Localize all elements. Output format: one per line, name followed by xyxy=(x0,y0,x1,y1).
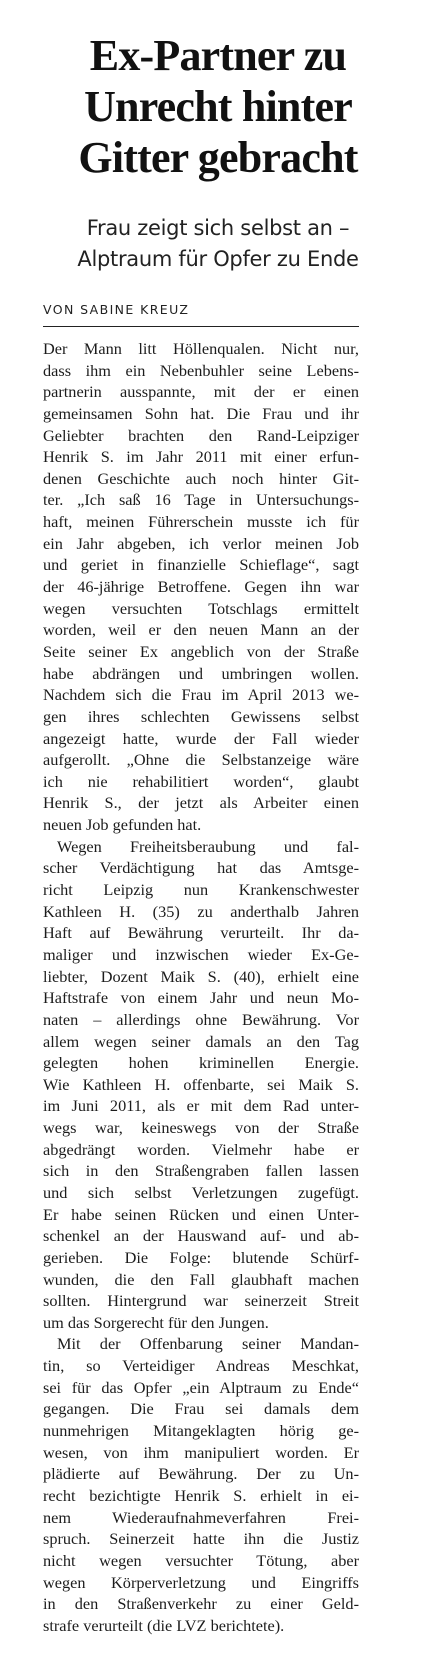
article-subheadline xyxy=(20,213,416,275)
subheadline-line: Alptraum für Opfer zu Ende xyxy=(77,247,359,271)
headline-line: Ex-Partner zu xyxy=(89,31,347,80)
paragraph-line: Geliebter brachten den Rand-Leipziger xyxy=(43,425,359,445)
paragraph-line: gelegten hohen kriminellen Energie. xyxy=(43,1053,359,1073)
paragraph-line: wunden, die den Fall glaubhaft machen xyxy=(43,1269,359,1289)
paragraph-line: maliger und inzwischen wieder Ex-Ge- xyxy=(43,944,359,964)
paragraph-line: wegs war, keineswegs von der Straße xyxy=(43,1118,359,1138)
article-body xyxy=(43,338,359,1636)
paragraph-line: Henrik S., der jetzt als Arbeiter einen xyxy=(43,793,359,813)
paragraph-line: recht bezichtigte Henrik S. erhielt in ei- xyxy=(43,1485,359,1505)
paragraph-line: Kathleen H. (35) zu anderthalb Jahren xyxy=(43,901,359,921)
paragraph-line: Er habe seinen Rücken und einen Unter- xyxy=(43,1204,359,1224)
paragraph-line: Henrik S. im Jahr 2011 mit einer erfun- xyxy=(43,447,359,467)
paragraph-line: aufgerollt. „Ohne die Selbstanzeige wäre xyxy=(43,750,359,770)
headline-line: Unrecht hinter xyxy=(84,82,352,131)
paragraph-line: schenkel an der Hauswand auf- und ab- xyxy=(43,1226,359,1246)
paragraph-line: angezeigt hatte, wurde der Fall wieder xyxy=(43,728,359,748)
paragraph-line: nicht wegen versuchter Tötung, aber xyxy=(43,1550,359,1570)
paragraph-line: wesen, von ihm manipuliert worden. Er xyxy=(43,1442,359,1462)
paragraph-line: und geriet in finanzielle Schieflage“, sagt xyxy=(43,555,359,575)
paragraph-line: und sich selbst Verletzungen zugefügt. xyxy=(43,1182,359,1202)
paragraph-line: nunmehrigen Mitangeklagten hörig ge- xyxy=(43,1421,359,1441)
paragraph-line: denen Geschichte auch noch hinter Git- xyxy=(43,468,359,488)
paragraph-line: um das Sorgerecht für den Jungen. xyxy=(43,1312,269,1332)
paragraph-line: strafe verurteilt (die LVZ berichtete). xyxy=(43,1615,285,1635)
paragraph-line: Wegen Freiheitsberaubung und fal- xyxy=(57,836,359,856)
paragraph-line: Haft auf Bewährung verurteilt. Ihr da- xyxy=(43,923,359,943)
byline-divider xyxy=(43,326,359,327)
article-paragraph xyxy=(43,338,359,836)
paragraph-line: dass ihm ein Nebenbuhler seine Lebens- xyxy=(43,360,359,380)
paragraph-line: gegangen. Die Frau sei damals dem xyxy=(43,1399,359,1419)
paragraph-line: habe abdrängen und umbringen wollen. xyxy=(43,663,359,683)
paragraph-line: naten – allerdings ohne Bewährung. Vor xyxy=(43,1009,359,1029)
paragraph-line: haft, meinen Führerschein musste ich für xyxy=(43,512,359,532)
paragraph-line: in den Straßenverkehr zu einer Geld- xyxy=(43,1594,359,1614)
article-headline xyxy=(20,30,416,183)
paragraph-line: nem Wiederaufnahmeverfahren Frei- xyxy=(43,1507,359,1527)
paragraph-line: partnerin ausspannte, mit der er einen xyxy=(43,382,359,402)
paragraph-line: Der Mann litt Höllenqualen. Nicht nur, xyxy=(43,339,359,358)
paragraph-line: wegen Körperverletzung und Eingriffs xyxy=(43,1572,359,1592)
paragraph-line: liebter, Dozent Maik S. (40), erhielt eine xyxy=(43,966,359,986)
paragraph-line: Mit der Offenbarung seiner Mandan- xyxy=(57,1334,359,1354)
paragraph-line: im Juni 2011, als er mit dem Rad unter- xyxy=(43,1096,359,1116)
paragraph-line: sollten. Hintergrund war seinerzeit Streit xyxy=(43,1291,359,1311)
paragraph-line: ein Jahr abgeben, ich verlor meinen Job xyxy=(43,533,359,553)
paragraph-line: ter. „Ich saß 16 Tage in Untersuchungs- xyxy=(43,490,359,510)
paragraph-line: Haftstrafe von einem Jahr und neun Mo- xyxy=(43,988,359,1008)
paragraph-line: ich nie rehabilitiert worden“, glaubt xyxy=(43,771,359,791)
paragraph-line: tin, so Verteidiger Andreas Meschkat, xyxy=(43,1356,359,1376)
paragraph-line: plädierte auf Bewährung. Der zu Un- xyxy=(43,1464,359,1484)
headline-line: Gitter gebracht xyxy=(78,133,358,182)
paragraph-line: Wie Kathleen H. offenbarte, sei Maik S. xyxy=(43,1074,359,1094)
paragraph-line: gerieben. Die Folge: blutende Schürf- xyxy=(43,1247,359,1267)
author-byline: VON SABINE KREUZ xyxy=(43,302,190,317)
paragraph-line: abgedrängt worden. Vielmehr habe er xyxy=(43,1139,359,1159)
paragraph-line: der 46-jährige Betroffene. Gegen ihn war xyxy=(43,577,359,597)
paragraph-line: Seite seiner Ex angeblich von der Straße xyxy=(43,641,359,661)
paragraph-line: sei für das Opfer „ein Alptraum zu Ende“ xyxy=(43,1377,359,1397)
paragraph-line: gemeinsamen Sohn hat. Die Frau und ihr xyxy=(43,403,359,423)
paragraph-line: richt Leipzig nun Krankenschwester xyxy=(43,880,359,900)
paragraph-line: allem wegen seiner damals an den Tag xyxy=(43,1031,359,1051)
paragraph-line: spruch. Seinerzeit hatte ihn die Justiz xyxy=(43,1529,359,1549)
article-paragraph xyxy=(43,1333,359,1636)
paragraph-line: sich in den Straßengraben fallen lassen xyxy=(43,1161,359,1181)
paragraph-line: scher Verdächtigung hat das Amtsge- xyxy=(43,858,359,878)
subheadline-line: Frau zeigt sich selbst an – xyxy=(86,216,350,240)
paragraph-line: wegen versuchten Totschlags ermittelt xyxy=(43,598,359,618)
article-paragraph xyxy=(43,836,359,1334)
paragraph-line: neuen Job gefunden hat. xyxy=(43,815,202,835)
paragraph-line: worden, weil er den neuen Mann an der xyxy=(43,620,359,640)
paragraph-line: gen ihres schlechten Gewissens selbst xyxy=(43,706,359,726)
paragraph-line: Nachdem sich die Frau im April 2013 we- xyxy=(43,685,359,705)
